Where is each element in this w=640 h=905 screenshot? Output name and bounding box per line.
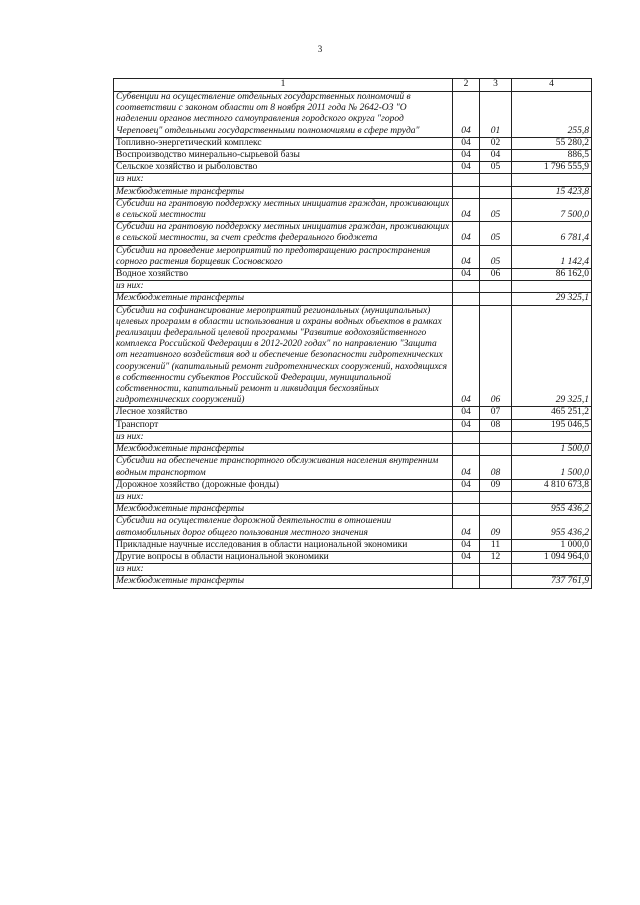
row-subsection-code	[480, 576, 512, 588]
row-section-code: 04	[453, 198, 480, 221]
row-section-code	[453, 576, 480, 588]
row-amount: 465 251,2	[512, 407, 592, 419]
row-name: Воспроизводство минерально-сырьевой базы	[114, 150, 453, 162]
row-subsection-code	[480, 281, 512, 293]
row-subsection-code	[480, 444, 512, 456]
row-subsection-code	[480, 293, 512, 305]
row-subsection-code: 01	[480, 92, 512, 138]
row-subsection-code: 05	[480, 222, 512, 245]
row-section-code: 04	[453, 407, 480, 419]
row-subsection-code: 06	[480, 269, 512, 281]
page-number: 3	[317, 44, 323, 54]
row-amount: 1 500,0	[512, 444, 592, 456]
row-subsection-code: 05	[480, 198, 512, 221]
table-row	[114, 419, 592, 431]
row-amount: 29 325,1	[512, 293, 592, 305]
table-row	[114, 491, 592, 503]
row-amount: 4 810 673,8	[512, 479, 592, 491]
table-row	[114, 269, 592, 281]
row-amount: 955 436,2	[512, 516, 592, 539]
row-name: Субсидии на софинансирование мероприятий региональных (муниципальных) целевых программ в области использования и охраны водных объектов в рамках реализации федеральной целевой программы "Развитие водохозяйственного комплекса Российской Федерации в 2012-2020 годах" по направлению "Защита от негативного воздействия вод и обеспечение безопасности гидротехнических сооружений" (капитальный ремонт гидротехнических сооружений, находящихся в собственности субъектов Российской Федерации, муниципальной собственности, капитальный ремонт и ликвидация бесхозяйных гидротехнических сооружений)	[114, 305, 453, 407]
row-amount: 1 500,0	[512, 456, 592, 479]
row-name: Субсидии на грантовую поддержку местных инициатив граждан, проживающих в сельской местности	[114, 198, 453, 221]
table-row	[114, 479, 592, 491]
row-section-code	[453, 293, 480, 305]
row-section-code: 04	[453, 245, 480, 268]
row-name: Субсидии на осуществление дорожной деятельности в отношении автомобильных дорог общего пользования местного значения	[114, 516, 453, 539]
row-subsection-code: 08	[480, 419, 512, 431]
row-amount: 955 436,2	[512, 504, 592, 516]
row-amount	[512, 491, 592, 503]
table-row	[114, 456, 592, 479]
header-col-2: 2	[453, 79, 480, 92]
row-amount: 15 423,8	[512, 186, 592, 198]
row-section-code: 04	[453, 92, 480, 138]
row-name: из них:	[114, 431, 453, 443]
row-subsection-code: 06	[480, 305, 512, 407]
row-name: Топливно-энергетический комплекс	[114, 137, 453, 149]
row-section-code: 04	[453, 269, 480, 281]
table-row	[114, 564, 592, 576]
row-name: Лесное хозяйство	[114, 407, 453, 419]
row-subsection-code	[480, 186, 512, 198]
row-name: Субсидии на обеспечение транспортного обслуживания населения внутренним водным транспортом	[114, 456, 453, 479]
table-row	[114, 281, 592, 293]
table-row	[114, 551, 592, 563]
row-amount: 55 280,2	[512, 137, 592, 149]
table-row	[114, 407, 592, 419]
row-section-code	[453, 174, 480, 186]
row-section-code	[453, 281, 480, 293]
row-subsection-code: 11	[480, 539, 512, 551]
table-row	[114, 186, 592, 198]
row-subsection-code: 04	[480, 150, 512, 162]
row-name: Межбюджетные трансферты	[114, 576, 453, 588]
row-section-code: 04	[453, 137, 480, 149]
table-row	[114, 174, 592, 186]
header-col-4: 4	[512, 79, 592, 92]
row-section-code	[453, 186, 480, 198]
row-section-code: 04	[453, 516, 480, 539]
row-name: из них:	[114, 281, 453, 293]
table-row	[114, 198, 592, 221]
row-name: Межбюджетные трансферты	[114, 186, 453, 198]
row-name: Субсидии на проведение мероприятий по предотвращению распространения сорного растения борщевик Сосновского	[114, 245, 453, 268]
row-subsection-code: 08	[480, 456, 512, 479]
row-section-code	[453, 491, 480, 503]
row-amount: 7 500,0	[512, 198, 592, 221]
row-amount: 1 000,0	[512, 539, 592, 551]
row-subsection-code	[480, 504, 512, 516]
row-amount: 1 094 964,0	[512, 551, 592, 563]
row-subsection-code: 05	[480, 245, 512, 268]
row-amount: 1 796 555,9	[512, 162, 592, 174]
table-row	[114, 293, 592, 305]
row-subsection-code	[480, 564, 512, 576]
row-amount: 255,8	[512, 92, 592, 138]
header-col-1: 1	[114, 79, 453, 92]
row-subsection-code: 02	[480, 137, 512, 149]
row-amount: 6 781,4	[512, 222, 592, 245]
row-name: из них:	[114, 491, 453, 503]
row-name: Дорожное хозяйство (дорожные фонды)	[114, 479, 453, 491]
row-subsection-code	[480, 431, 512, 443]
row-section-code: 04	[453, 551, 480, 563]
row-name: Транспорт	[114, 419, 453, 431]
row-section-code	[453, 504, 480, 516]
row-section-code: 04	[453, 222, 480, 245]
row-name: Субсидии на грантовую поддержку местных инициатив граждан, проживающих в сельской местности, за счет средств федерального бюджета	[114, 222, 453, 245]
row-name: Субвенции на осуществление отдельных государственных полномочий в соответствии с законом области от 8 ноября 2011 года № 2642-ОЗ "О наделении органов местного самоуправления городского округа "город Череповец" отдельными государственными полномочиями в сфере труда"	[114, 92, 453, 138]
row-section-code: 04	[453, 162, 480, 174]
row-name: из них:	[114, 174, 453, 186]
table-row	[114, 162, 592, 174]
table-row	[114, 150, 592, 162]
row-section-code: 04	[453, 539, 480, 551]
row-section-code: 04	[453, 150, 480, 162]
row-amount: 1 142,4	[512, 245, 592, 268]
row-name: Сельское хозяйство и рыболовство	[114, 162, 453, 174]
row-name: Межбюджетные трансферты	[114, 444, 453, 456]
row-amount	[512, 431, 592, 443]
row-amount: 195 046,5	[512, 419, 592, 431]
row-section-code: 04	[453, 479, 480, 491]
row-name: Водное хозяйство	[114, 269, 453, 281]
row-section-code: 04	[453, 305, 480, 407]
table-row	[114, 92, 592, 138]
table-row	[114, 539, 592, 551]
row-amount: 737 761,9	[512, 576, 592, 588]
row-section-code	[453, 431, 480, 443]
row-name: Межбюджетные трансферты	[114, 293, 453, 305]
row-subsection-code: 09	[480, 479, 512, 491]
row-amount	[512, 174, 592, 186]
row-name: из них:	[114, 564, 453, 576]
row-amount	[512, 281, 592, 293]
table-row	[114, 516, 592, 539]
row-amount	[512, 564, 592, 576]
row-section-code: 04	[453, 456, 480, 479]
row-name: Межбюджетные трансферты	[114, 504, 453, 516]
table-row	[114, 431, 592, 443]
table-row	[114, 444, 592, 456]
row-subsection-code: 12	[480, 551, 512, 563]
row-name: Другие вопросы в области национальной экономики	[114, 551, 453, 563]
row-section-code: 04	[453, 419, 480, 431]
row-subsection-code: 09	[480, 516, 512, 539]
row-section-code	[453, 564, 480, 576]
row-amount: 886,5	[512, 150, 592, 162]
table-header-row	[114, 79, 592, 92]
row-subsection-code	[480, 174, 512, 186]
row-amount: 29 325,1	[512, 305, 592, 407]
table-row	[114, 137, 592, 149]
row-section-code	[453, 444, 480, 456]
table-row	[114, 576, 592, 588]
table-row	[114, 245, 592, 268]
row-subsection-code: 05	[480, 162, 512, 174]
table-row	[114, 222, 592, 245]
budget-table	[113, 78, 592, 589]
row-subsection-code: 07	[480, 407, 512, 419]
table-row	[114, 504, 592, 516]
row-amount: 86 162,0	[512, 269, 592, 281]
row-subsection-code	[480, 491, 512, 503]
header-col-3: 3	[480, 79, 512, 92]
table-row	[114, 305, 592, 407]
row-name: Прикладные научные исследования в области национальной экономики	[114, 539, 453, 551]
